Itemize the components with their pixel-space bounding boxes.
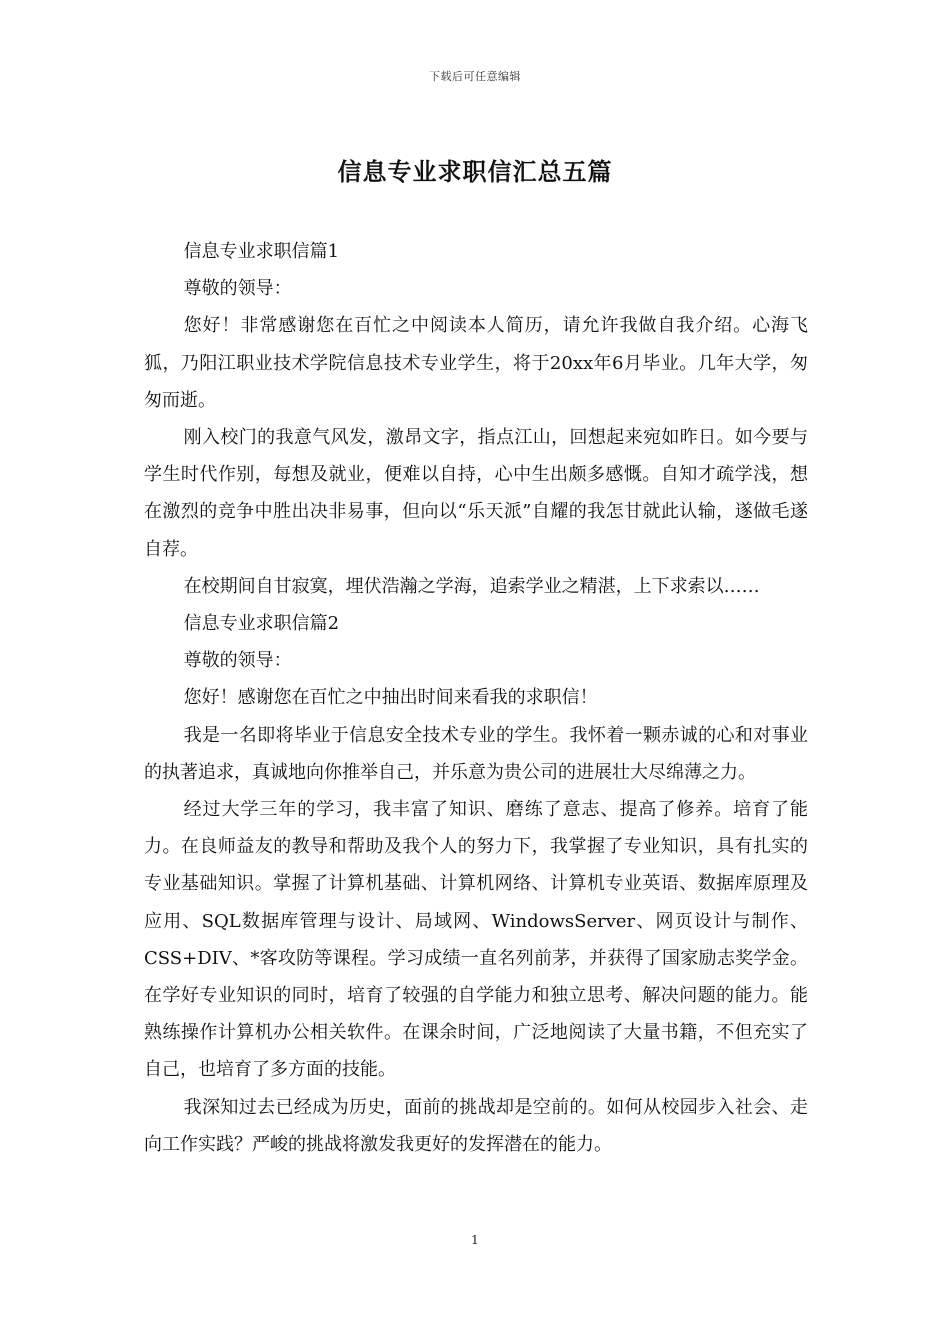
paragraph: 我是一名即将毕业于信息安全技术专业的学生。我怀着一颗赤诚的心和对事业的执著追求，真诚地向你推举自己，并乐意为贵公司的进展壮大尽绵薄之力。 — [144, 724, 808, 783]
paragraph: 经过大学三年的学习，我丰富了知识、磨练了意志、提高了修养。培育了能力。在良师益友的教导和帮助及我个人的努力下，我掌握了专业知识，具有扎实的专业基础知识。掌握了计算机基础、计算机网络、计算机专业英语、数据库原理及应用、SQL数据库管理与设计、局域网、WindowsServer、网页设计与制作、CSS+DIV、*客攻防等课程。学习成绩一直名列前茅，并获得了国家励志奖学金。在学好专业知识的同时，培育了较强的自学能力和独立思考、解决问题的能力。能熟练操作计算机办公相关软件。在课余时间，广泛地阅读了大量书籍，不但充实了自己，也培育了多方面的技能。 — [144, 799, 808, 1081]
paragraph: 我深知过去已经成为历史，面前的挑战却是空前的。如何从校园步入社会、走向工作实践？严峻的挑战将激发我更好的发挥潜在的能力。 — [144, 1096, 808, 1155]
section-heading-2: 信息专业求职信篇2 — [183, 613, 340, 635]
salutation-2: 尊敬的领导： — [183, 650, 292, 672]
paragraph: 您好！非常感谢您在百忙之中阅读本人简历，请允许我做自我介绍。心海飞狐，乃阳江职业技术学院信息技术专业学生，将于20xx年6月毕业。几年大学，匆匆而逝。 — [144, 315, 808, 411]
document-title: 信息专业求职信汇总五篇 — [337, 157, 613, 186]
page-number: 1 — [471, 1233, 479, 1247]
paragraph: 您好！感谢您在百忙之中抽出时间来看我的求职信！ — [183, 687, 598, 709]
section-heading-1: 信息专业求职信篇1 — [183, 241, 340, 262]
paragraph: 在校期间自甘寂寞，埋伏浩瀚之学海，追索学业之精湛，上下求索以…… — [183, 575, 760, 597]
document-body — [144, 233, 808, 1163]
salutation-1: 尊敬的领导： — [183, 278, 292, 300]
header-note: 下载后可任意编辑 — [429, 70, 521, 83]
paragraph: 刚入校门的我意气风发，激昂文字，指点江山，回想起来宛如昨日。如今要与学生时代作别，每想及就业，便难以自持，心中生出颇多感慨。自知才疏学浅，想在激烈的竞争中胜出决非易事，但向以“乐天派”自耀的我怎甘就此认输，遂做毛遂自荐。 — [144, 427, 808, 560]
